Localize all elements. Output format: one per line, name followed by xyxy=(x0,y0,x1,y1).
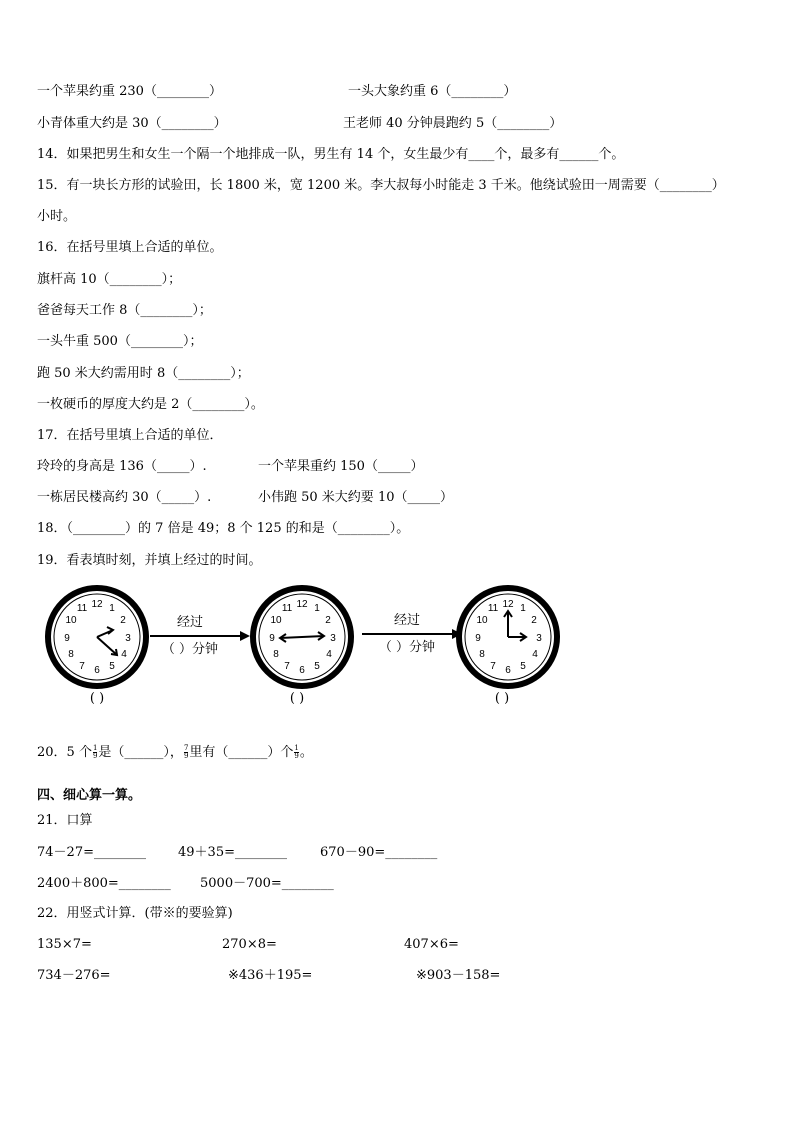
question-16-c: 一头牛重 500（________）； xyxy=(37,334,203,349)
q20-mid1: 是（______）， xyxy=(98,745,183,760)
svg-text:4: 4 xyxy=(326,649,332,660)
question-17: 17．在括号里填上合适的单位． xyxy=(37,428,223,443)
svg-text:7: 7 xyxy=(79,661,85,672)
vertical-5: ※436＋195= xyxy=(228,968,313,983)
fraction-1-9-b: $\frac{1}{9}$ xyxy=(294,744,299,760)
svg-text:3: 3 xyxy=(536,633,542,644)
svg-text:4: 4 xyxy=(532,649,538,660)
svg-text:10: 10 xyxy=(65,615,77,626)
svg-text:1: 1 xyxy=(109,603,115,614)
svg-text:12: 12 xyxy=(296,599,308,610)
question-16-e: 一枚硬币的厚度大约是 2（________）。 xyxy=(37,397,264,412)
line-teacher: 王老师 40 分钟晨跑约 5（________） xyxy=(343,116,563,131)
svg-text:5: 5 xyxy=(314,661,320,672)
vertical-1: 135×7= xyxy=(37,937,92,952)
calc-2: 49＋35=________ xyxy=(178,845,287,860)
section-4-title: 四、细心算一算。 xyxy=(37,788,142,803)
calc-1: 74－27=________ xyxy=(37,845,146,860)
svg-text:12: 12 xyxy=(502,599,514,610)
svg-text:（ ）分钟: （ ）分钟 xyxy=(378,640,436,655)
svg-text:5: 5 xyxy=(109,661,115,672)
svg-text:2: 2 xyxy=(325,615,331,626)
svg-text:（ ）分钟: （ ）分钟 xyxy=(161,642,219,657)
question-17-a: 玲玲的身高是 136（_____）. xyxy=(37,459,207,474)
svg-text:7: 7 xyxy=(490,661,496,672)
calc-5: 5000－700=________ xyxy=(200,876,334,891)
svg-text:6: 6 xyxy=(505,665,511,676)
vertical-2: 270×8= xyxy=(222,937,277,952)
svg-text:9: 9 xyxy=(475,633,481,644)
question-21: 21．口算 xyxy=(37,813,93,828)
arrow-2 xyxy=(362,612,462,655)
svg-text:8: 8 xyxy=(68,649,74,660)
question-19: 19．看表填时刻，并填上经过的时间。 xyxy=(37,553,262,568)
svg-text:3: 3 xyxy=(125,633,131,644)
svg-text:10: 10 xyxy=(270,615,282,626)
fraction-1-9: $\frac{1}{9}$ xyxy=(92,744,98,760)
svg-text:11: 11 xyxy=(487,603,499,614)
question-18: 18．（________）的 7 倍是 49；8 个 125 的和是（________）。 xyxy=(37,521,410,536)
line-xiaoqing: 小青体重大约是 30（________） xyxy=(37,116,227,131)
svg-text:11: 11 xyxy=(281,603,293,614)
svg-text:8: 8 xyxy=(273,649,279,660)
svg-text:9: 9 xyxy=(269,633,275,644)
vertical-3: 407×6= xyxy=(404,937,459,952)
svg-text:9: 9 xyxy=(64,633,70,644)
svg-text:2: 2 xyxy=(120,615,126,626)
question-16: 16．在括号里填上合适的单位。 xyxy=(37,240,223,255)
svg-text:1: 1 xyxy=(314,603,320,614)
clock-3 xyxy=(459,588,557,686)
svg-text:4: 4 xyxy=(121,649,127,660)
svg-text:3: 3 xyxy=(330,633,336,644)
question-20: 20．5 个 $\frac{1}{9}$ 是（______）， $\frac{7}{9}$ 里有（______）个 $\frac{1}{9}$ 。 xyxy=(37,744,313,760)
svg-text:8: 8 xyxy=(479,649,485,660)
clock-2 xyxy=(253,588,351,686)
line-elephant: 一头大象约重 6（________） xyxy=(348,84,517,99)
svg-text:经过: 经过 xyxy=(176,615,204,630)
svg-text:12: 12 xyxy=(91,599,103,610)
vertical-4: 734－276= xyxy=(37,968,111,983)
svg-text:10: 10 xyxy=(476,615,488,626)
question-15-cont: 小时。 xyxy=(37,209,77,224)
svg-text:5: 5 xyxy=(520,661,526,672)
question-15: 15．有一块长方形的试验田，长 1800 米，宽 1200 米。李大叔每小时能走 3 千米。他绕试验田一周需要（________） xyxy=(37,178,725,193)
clock-1 xyxy=(48,588,146,686)
fraction-7-9: $\frac{7}{9}$ xyxy=(183,744,189,760)
question-17-d: 小伟跑 50 米大约要 10（_____） xyxy=(258,490,453,505)
question-17-b: 一个苹果重约 150（_____） xyxy=(258,459,424,474)
svg-text:6: 6 xyxy=(299,665,305,676)
question-22: 22．用竖式计算．(带※的要验算) xyxy=(37,906,233,921)
svg-text:经过: 经过 xyxy=(393,613,421,628)
clock-figure xyxy=(40,584,580,714)
calc-4: 2400＋800=________ xyxy=(37,876,171,891)
arrow-1 xyxy=(150,614,250,657)
svg-text:1: 1 xyxy=(520,603,526,614)
vertical-6: ※903－158= xyxy=(416,968,501,983)
question-16-a: 旗杆高 10（________）； xyxy=(37,272,182,287)
svg-text:2: 2 xyxy=(531,615,537,626)
q20-pre: 20．5 个 xyxy=(37,745,92,760)
svg-text:( ): ( ) xyxy=(494,691,510,706)
line-apple: 一个苹果约重 230（________） xyxy=(37,84,222,99)
svg-text:6: 6 xyxy=(94,665,100,676)
calc-3: 670－90=________ xyxy=(320,845,438,860)
svg-text:( ): ( ) xyxy=(89,691,105,706)
question-16-b: 爸爸每天工作 8（________）； xyxy=(37,303,212,318)
question-17-c: 一栋居民楼高约 30（_____）. xyxy=(37,490,212,505)
question-14: 14．如果把男生和女生一个隔一个地排成一队，男生有 14 个，女生最少有____个，最多有______个。 xyxy=(37,147,625,162)
q20-mid2: 里有（______）个 xyxy=(189,745,294,760)
question-16-d: 跑 50 米大约需用时 8（________）； xyxy=(37,366,250,381)
svg-text:7: 7 xyxy=(284,661,290,672)
svg-text:( ): ( ) xyxy=(289,691,305,706)
svg-text:11: 11 xyxy=(76,603,88,614)
